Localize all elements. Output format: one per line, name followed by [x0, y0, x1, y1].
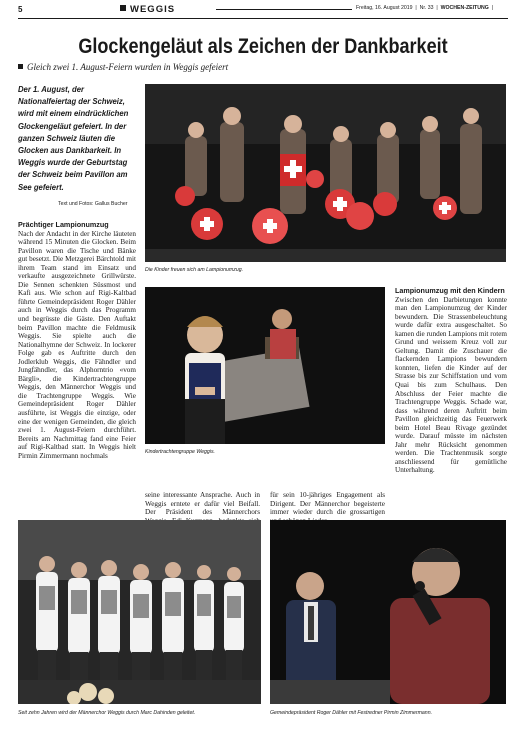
subheadline-text: Gleich zwei 1. August-Feiern wurden in Weggis gefeiert	[27, 62, 229, 72]
column-1-text: Nach der Andacht in der Kirche läuteten während 15 Minuten die Glocken. Beim Pavillon waren die Tische und Bänke gut besetzt. Die Metzgerei Bärchtold mit ihrem Team stand im Einsatz und verkaufte ausgezeichnete Grillwürste. Die Sennen schenkten Süssmost und Kafi aus. Wie schon auf Rigi-Kaltbad führte Gemeindepräsident Roger Dähler auch in Weggis durch das Programm und begrüsste die Gäste. Den Auftakt beim Pavillon machte die Feldmusik Weggis. Sie spielte auch die Nationalhymne der Schweiz. In lockerer Folge gab es Auftritte durch den Jodlerklub Weggis, die Fähndler und Jungfähndler, das Alphorntrio «vom Bärgli», die Kindertrachtengruppe Weggis, den Männerchor Weggis und die Trachtengruppe Weggis. Wie Gemeindepräsident Roger Dähler ausführte, ist Weggis die einzige, oder eine der wenigen Gemeinden, die gleich zwei 1. August-Feiern durchführt. Bereits am Nachmittag fand eine Feier auf Rigi-Kaltbad statt. In Weggis hielt Pirmin Zimmermann nochmals	[18, 229, 136, 460]
header-rule	[216, 9, 352, 10]
article-column-1	[18, 221, 136, 460]
issue-date: Freitag, 16. August 2019	[356, 5, 413, 11]
subheadline	[18, 62, 228, 72]
caption-choir: Seit zehn Jahren wird der Männerchor Weggis durch Marc Dahinden geleitet.	[18, 710, 196, 716]
kinder-photo	[145, 287, 385, 444]
photo-credit: Text und Fotos: Gallus Bucher	[58, 201, 128, 207]
lampion-photo	[145, 84, 506, 262]
lampion-photo-image	[145, 84, 506, 262]
article-column-c	[395, 287, 507, 475]
bullet-square-icon	[18, 64, 23, 69]
caption-speakers: Gemeindepräsident Roger Dähler mit Festredner Pirmin Zimmermann.	[270, 710, 433, 716]
top-rule	[18, 18, 508, 19]
issue-number: Nr. 33	[419, 5, 434, 11]
speakers-photo	[270, 520, 506, 704]
section-label: WEGGIS	[130, 4, 176, 15]
column-c-text: Zwischen den Darbietungen konnte man den Lampionumzug der Kinder bewundern. Die Strassenbeleuchtung wurde dafür extra ausgeschaltet. So kamen die runden Lampions mit rotem Grund und weissem Kreuz voll zur Geltung. Damit die Zuschauer die flackernden Lampions bewundern konnten, liefen die Kinder auf der Strasse bis zur Schiffstation und vom Quai bis zum Schulhaus. Den Abschluss der Feier machte die Trachtengruppe Weggis. Schade war, dass während deren Auftritt beim Pavillon gleichzeitig das Feuerwerk beim Hotel Beau Rivage gezündet wurde. Darauf müsste im nächsten Jahr mehr Rücksicht genommen werden. Die Trachtenmusik sorgte anschliessend für gemütliche Unterhaltung.	[395, 295, 507, 475]
caption-kinder: Kindertrachtengruppe Weggis.	[145, 449, 215, 455]
kinder-photo-image	[145, 287, 385, 444]
article-column-b: für sein 10-jähriges Engagement als Dirigent. Der Männerchor begeisterte immer wieder durch die grossartigen	[270, 491, 385, 517]
lead-paragraph: Der 1. August, der Nationalfeiertag der Schweiz, wird mit einem eindrücklichen Glockengeläut gefeiert. In der ganzen Schweiz läuten die Glocken aus Dankbarkeit. In Weggis wurde der Geburtstag der Schweiz beim Pavillon am See gefeiert.	[18, 85, 129, 192]
caption-lampion: Die Kinder freuen sich am Lampionumzug.	[145, 267, 244, 273]
section-square-icon	[120, 5, 126, 11]
newspaper-name: WOCHEN-ZEITUNG	[440, 5, 489, 11]
headline: Glockengeläut als Zeichen der Dankbarkeit	[78, 35, 448, 58]
section-heading-lampionumzug: Prächtiger Lampionumzug	[18, 220, 109, 229]
section-heading-kinder: Lampionumzug mit den Kindern	[395, 286, 505, 295]
header-meta: Freitag, 16. August 2019 | Nr. 33 | WOCHEN-ZEITUNG |	[356, 5, 493, 11]
choir-photo	[18, 520, 261, 704]
section-tag	[120, 4, 175, 15]
page-number: 5	[18, 5, 23, 14]
choir-photo-image	[18, 520, 261, 704]
speakers-photo-image	[270, 520, 506, 704]
article-column-a: seine interessante Ansprache. Auch in Weggis erntete er dafür viel Beifall. Der Präsident des Männerchors	[145, 491, 260, 517]
